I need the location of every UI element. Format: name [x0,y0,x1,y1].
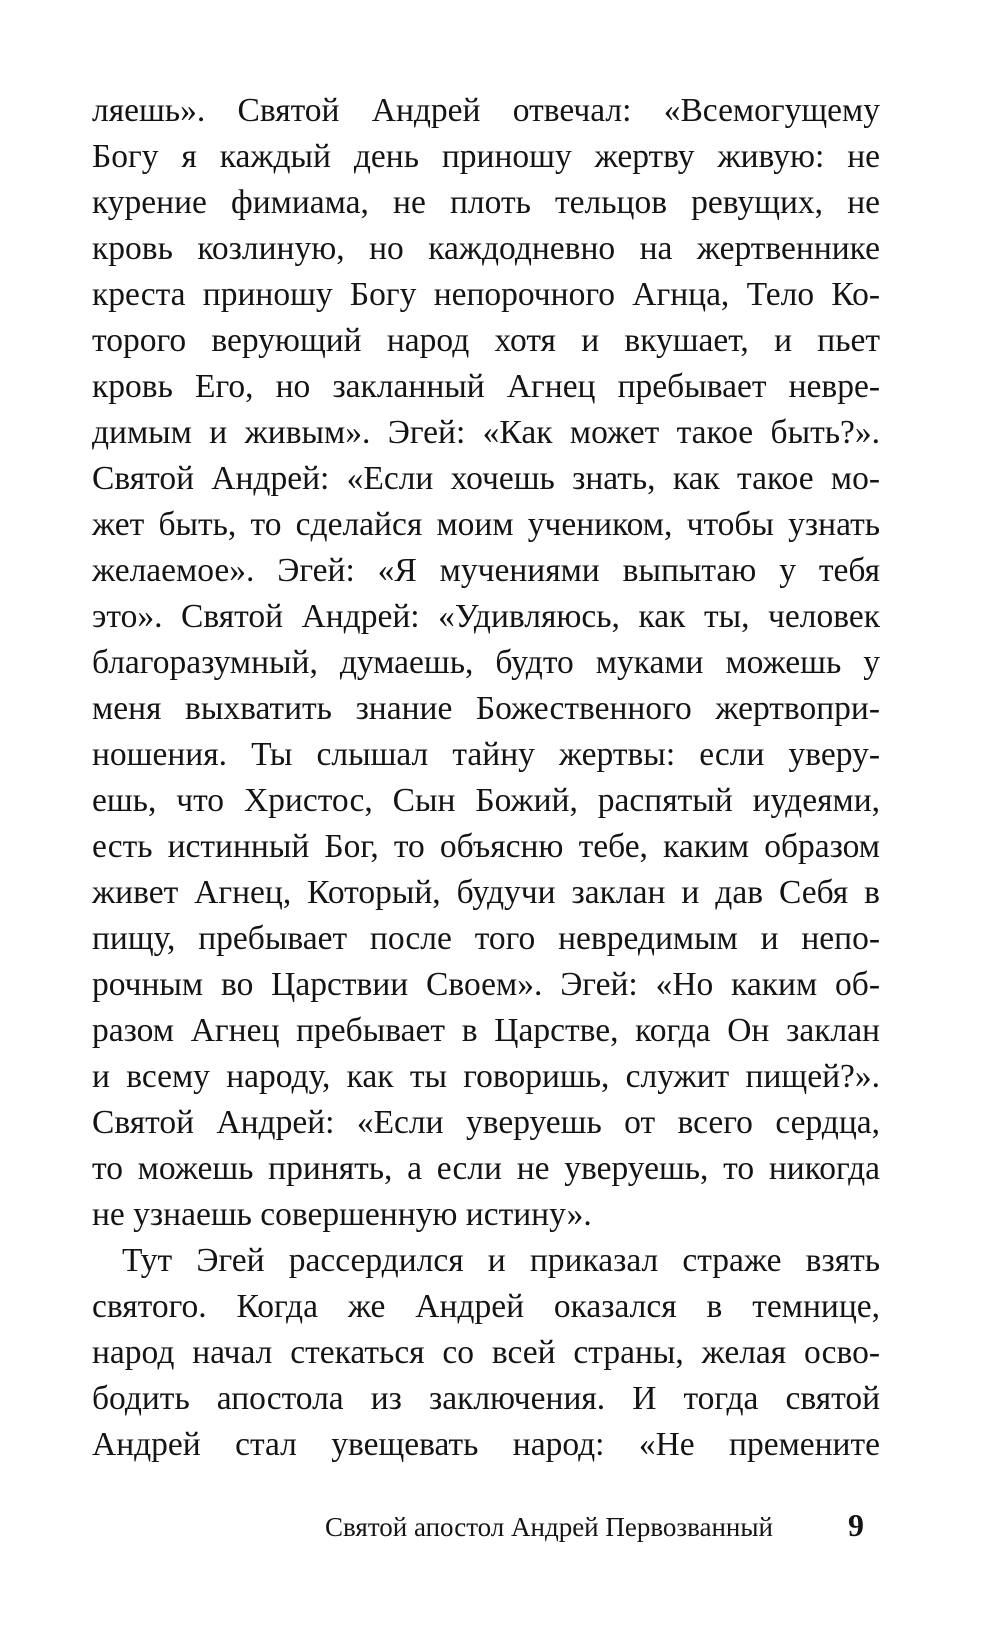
text-line: живет Агнец, Который, будучи заклан и дав Себя в [92,874,880,911]
running-footer-title: Святой апостол Андрей Первозванный [325,1512,773,1542]
text-line: торого верующий народ хотя и вкушает, и пьет [92,322,880,359]
text-line: это». Святой Андрей: «Удивляюсь, как ты, человек [92,598,880,635]
text-line: рочным во Царствии Своем». Эгей: «Но каким об- [92,966,880,1003]
text-line: ешь, что Христос, Сын Божий, распятый иудеями, [92,782,880,819]
text-line: разом Агнец пребывает в Царстве, когда Он заклан [92,1012,880,1049]
text-line: народ начал стекаться со всей страны, желая осво- [92,1334,880,1371]
text-line: ношения. Ты слышал тайну жертвы: если уверу- [92,736,880,773]
page-number: 9 [848,1507,864,1543]
text-line: жет быть, то сделайся моим учеником, чтобы узнать [92,506,880,543]
text-line: святого. Когда же Андрей оказался в темнице, [92,1288,880,1325]
text-line: и всему народу, как ты говоришь, служит пищей?». [92,1058,880,1095]
text-line: Святой Андрей: «Если уверуешь от всего сердца, [92,1104,880,1141]
body-text [92,88,880,1468]
text-line: не узнаешь совершенную истину». [92,1196,592,1233]
text-line: желаемое». Эгей: «Я мучениями выпытаю у тебя [92,552,880,589]
text-line: димым и живым». Эгей: «Как может такое быть?». [92,414,880,451]
text-line: благоразумный, думаешь, будто муками можешь у [92,644,880,681]
text-line: Богу я каждый день приношу жертву живую: не [92,138,880,175]
text-line: меня выхватить знание Божественного жертвопри- [92,690,880,727]
text-line: кровь козлиную, но каждодневно на жертвеннике [92,230,880,267]
text-line: ляешь». Святой Андрей отвечал: «Всемогущему [92,92,880,129]
text-line: кровь Его, но закланный Агнец пребывает невре- [92,368,880,405]
text-line: креста приношу Богу непорочного Агнца, Тело Ко- [92,276,880,313]
text-line: то можешь принять, а если не уверуешь, то никогда [92,1150,880,1187]
text-line: пищу, пребывает после того невредимым и непо- [92,920,880,957]
text-line: бодить апостола из заключения. И тогда святой [92,1380,880,1417]
text-line: курение фимиама, не плоть тельцов ревущих, не [92,184,880,221]
text-line: Святой Андрей: «Если хочешь знать, как такое мо- [92,460,880,497]
text-line: Тут Эгей рассердился и приказал страже взять [122,1242,880,1279]
text-line: Андрей стал увещевать народ: «Не премените [92,1426,880,1463]
text-line: есть истинный Бог, то объясню тебе, каким образом [92,828,880,865]
